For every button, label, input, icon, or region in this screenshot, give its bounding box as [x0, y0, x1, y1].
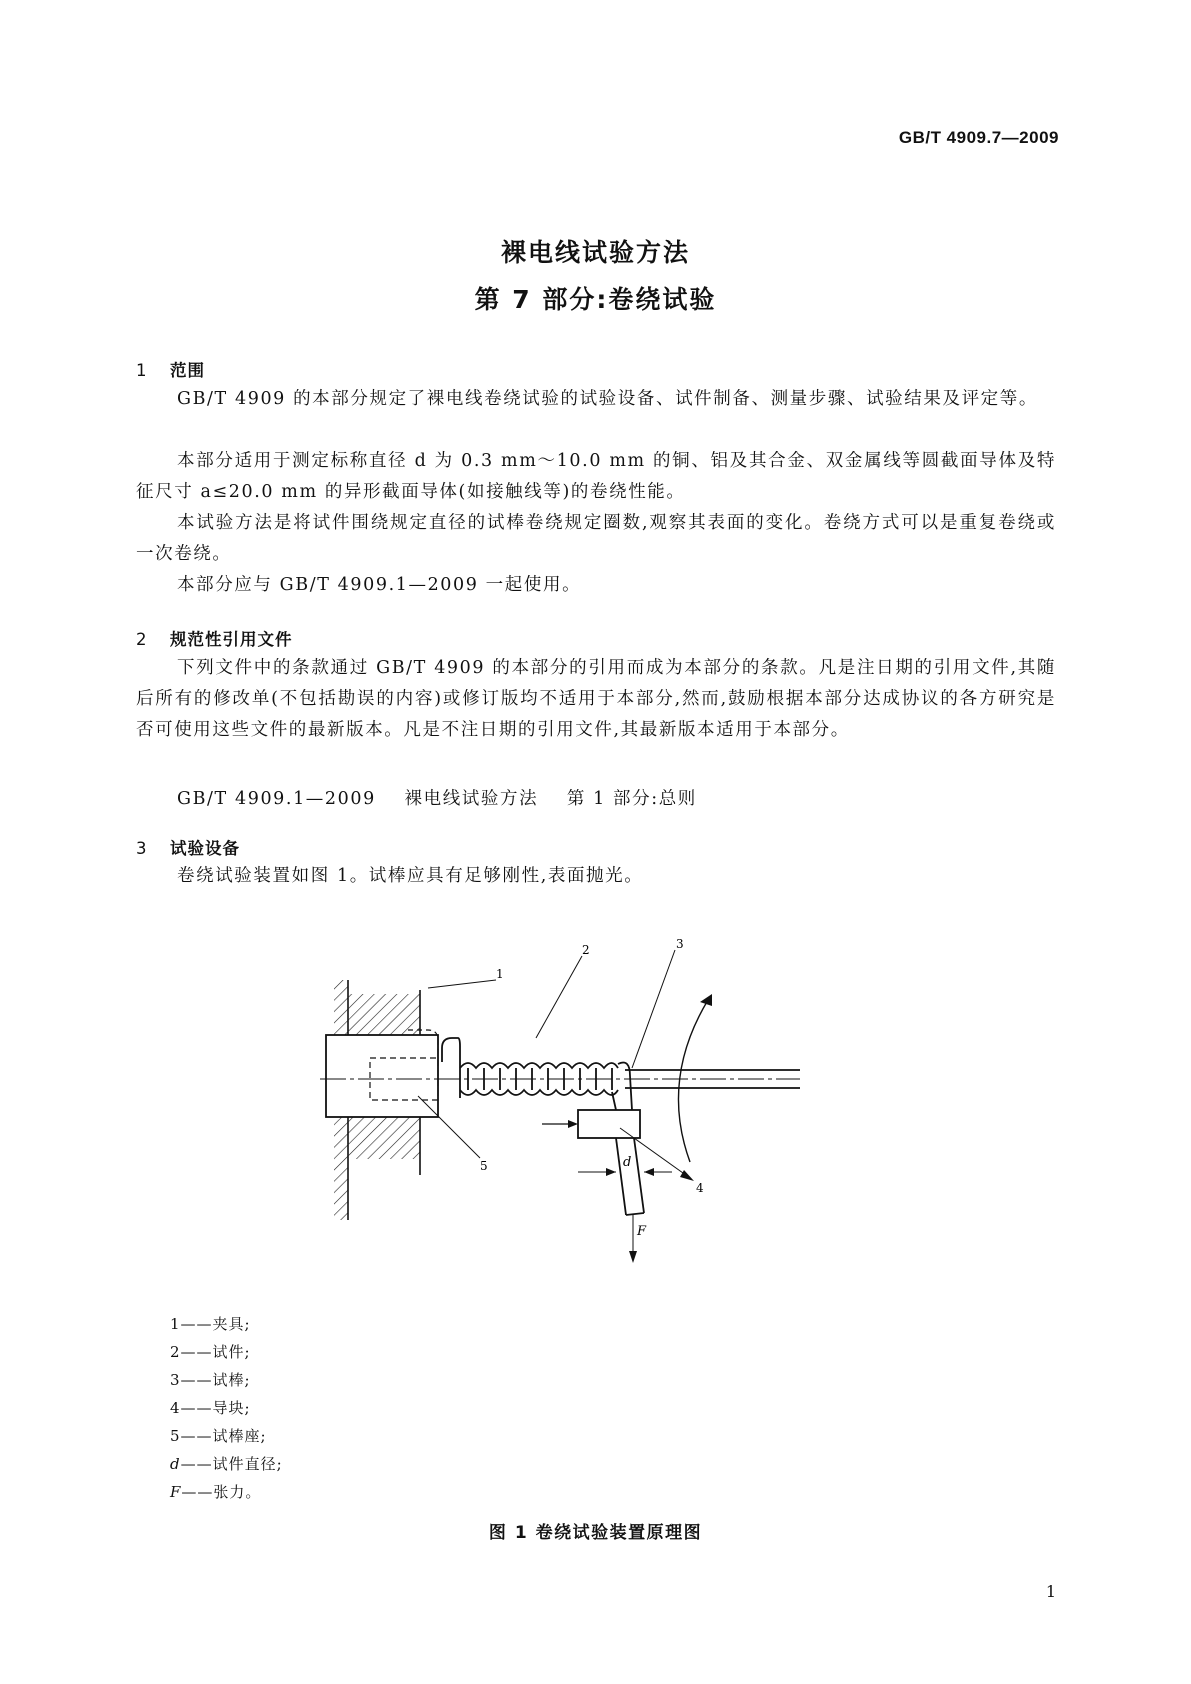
document-title: 裸电线试验方法	[500, 238, 690, 267]
legend-text: ——张力。	[181, 1483, 262, 1501]
paragraph: 本试验方法是将试件围绕规定直径的试棒卷绕规定圈数,观察其表面的变化。卷绕方式可以是重复卷绕或一次卷绕。	[136, 513, 1056, 564]
section-number: 3	[136, 839, 148, 858]
section-number: 1	[136, 361, 148, 380]
label-5: 5	[480, 1159, 488, 1173]
fixture-wall-upper	[334, 980, 348, 1035]
legend-item	[170, 1481, 261, 1502]
clamp	[326, 1035, 438, 1117]
legend-key: 3	[170, 1371, 181, 1389]
section-3-heading	[136, 835, 240, 859]
section-title: 试验设备	[170, 839, 240, 858]
section-2-heading	[136, 626, 293, 650]
label-d: d	[623, 1155, 632, 1170]
legend-item	[170, 1341, 251, 1362]
fixture-wall-lower	[334, 1117, 348, 1220]
specimen-tail	[616, 1138, 626, 1215]
rotation-arrow	[678, 1000, 708, 1162]
legend-key: 5	[170, 1427, 181, 1445]
standard-number: GB/T 4909.7—2009	[898, 128, 1059, 147]
legend-key: F	[170, 1483, 182, 1501]
document-subtitle: 第 7 部分:卷绕试验	[474, 285, 717, 314]
legend-item	[170, 1397, 251, 1418]
label-1: 1	[496, 967, 504, 981]
legend-item	[170, 1425, 267, 1446]
fixture-block-lower	[348, 1117, 420, 1159]
legend-item	[170, 1369, 251, 1390]
legend-key: d	[170, 1455, 181, 1473]
section-1-heading	[136, 357, 205, 381]
legend-text: ——试件直径;	[180, 1455, 283, 1473]
legend-item	[170, 1453, 283, 1474]
fixture-block-upper	[348, 994, 420, 1035]
legend-text: ——试棒座;	[180, 1427, 267, 1445]
label-4: 4	[696, 1181, 704, 1195]
label-3: 3	[676, 937, 684, 951]
legend-item	[170, 1313, 251, 1334]
section-number: 2	[136, 630, 148, 649]
label-f: F	[637, 1224, 647, 1239]
legend-key: 2	[170, 1343, 181, 1361]
legend-key: 1	[170, 1315, 181, 1333]
section-title: 规范性引用文件	[170, 630, 293, 649]
label-2: 2	[582, 943, 590, 957]
section-title: 范围	[170, 361, 205, 380]
paragraph: 本部分应与 GB/T 4909.1—2009 一起使用。	[177, 575, 582, 595]
reference-entry: GB/T 4909.1—2009 裸电线试验方法 第 1 部分:总则	[177, 789, 697, 809]
legend-text: ——导块;	[180, 1399, 251, 1417]
paragraph: 本部分适用于测定标称直径 d 为 0.3 mm～10.0 mm 的铜、铝及其合金、双金属线等圆截面导体及特征尺寸 a≤20.0 mm 的异形截面导体(如接触线等)的卷绕性能。	[136, 451, 1056, 502]
tension-arrow	[620, 1215, 650, 1265]
figure-caption: 图 1 卷绕试验装置原理图	[488, 1523, 703, 1543]
legend-text: ——试棒;	[180, 1371, 251, 1389]
paragraph: GB/T 4909 的本部分规定了裸电线卷绕试验的试验设备、试件制备、测量步骤、试验结果及评定等。	[177, 389, 1038, 409]
paragraph: 卷绕试验装置如图 1。试棒应具有足够刚性,表面抛光。	[177, 866, 644, 886]
page-number: 1	[1045, 1582, 1056, 1601]
paragraph: 下列文件中的条款通过 GB/T 4909 的本部分的引用而成为本部分的条款。凡是注日期的引用文件,其随后所有的修改单(不包括勘误的内容)或修订版均不适用于本部分,然而,鼓励根据本部分达成协议的各方研究是否可使用这些文件的最新版本。凡是不注日期的引用文件,其最新版本适用于本部分。	[136, 658, 1056, 740]
legend-text: ——试件;	[180, 1343, 251, 1361]
guide-block	[578, 1110, 640, 1138]
specimen-end	[442, 1038, 460, 1098]
legend-text: ——夹具;	[180, 1315, 251, 1333]
legend-key: 4	[170, 1399, 181, 1417]
winding-test-apparatus-diagram	[320, 937, 880, 1220]
